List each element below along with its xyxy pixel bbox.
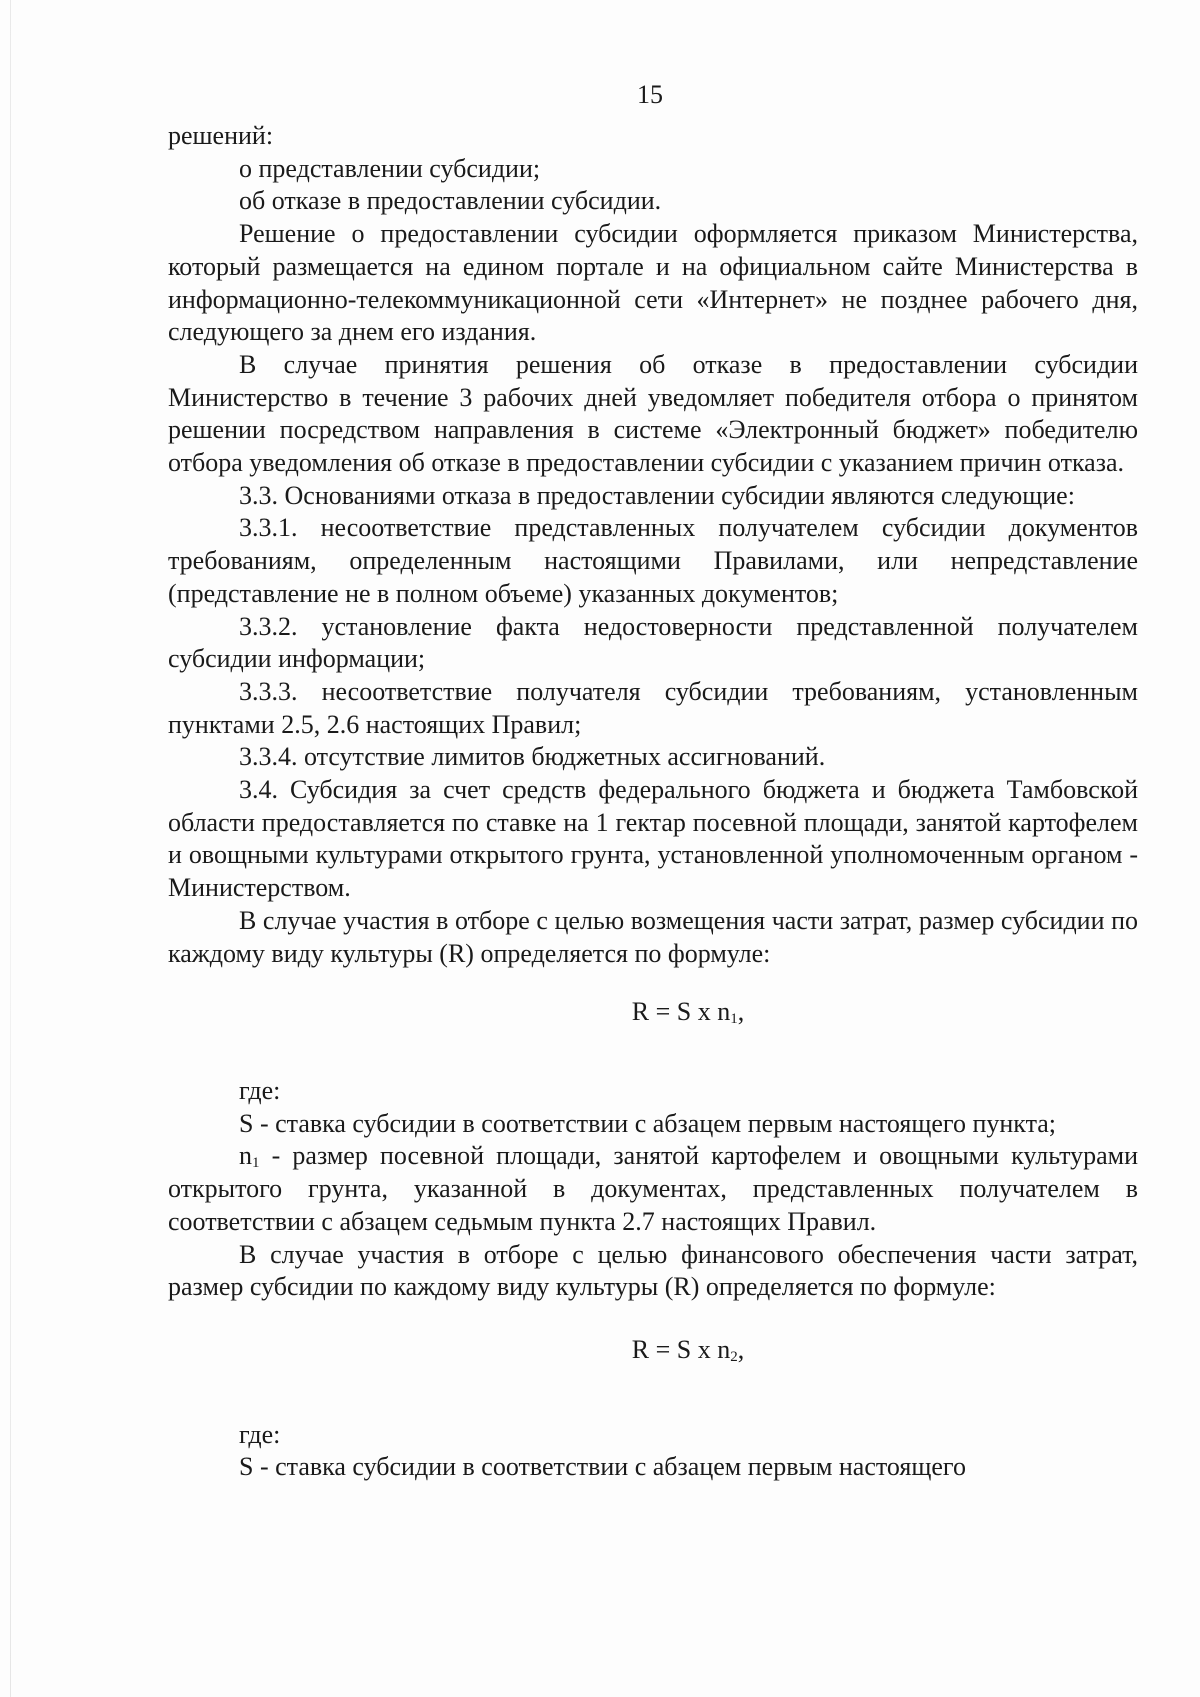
clause-3-3: 3.3. Основаниями отказа в предоставлении субсидии являются следующие:: [239, 480, 1075, 510]
formula-text: R = S x n: [631, 1334, 731, 1364]
definition-text: - размер посевной площади, занятой картофелем и овощными культурами открытого грунта, указанной в документах, представленных получателем в соответствии с абзацем седьмым пункта 2.7 настоящих Правил.: [168, 1141, 1138, 1236]
clause-3-3-2: 3.3.2. установление факта недостоверности представленной получателем субсидии информации;: [168, 611, 1138, 674]
definition-n1: [168, 1140, 1138, 1238]
paragraph: В случае участия в отборе с целью финансового обеспечения части затрат, размер субсидии по каждому виду культуры (R) определяется по формуле:: [168, 1239, 1138, 1302]
formula-2: [168, 1334, 1138, 1367]
paragraph: В случае принятия решения об отказе в предоставлении субсидии Министерство в течение 3 рабочих дней уведомляет победителя отбора о принятом решении посредством направления в системе «Электронный бюджет» победителю отбора уведомления об отказе в предоставлении субсидии с указанием причин отказа.: [168, 349, 1138, 478]
formula-subscript: 1: [730, 1011, 738, 1028]
paragraph: решений:: [168, 121, 274, 150]
paragraph: где:: [239, 1419, 281, 1449]
formula-tail: ,: [737, 1334, 745, 1364]
formula-1: [168, 996, 1138, 1029]
clause-3-3-4: 3.3.4. отсутствие лимитов бюджетных ассигнований.: [239, 742, 826, 772]
paragraph: В случае участия в отборе с целью возмещения части затрат, размер субсидии по каждому виду культуры (R) определяется по формуле:: [168, 905, 1138, 968]
document-body: [168, 120, 1138, 1484]
clause-3-4: 3.4. Субсидия за счет средств федерального бюджета и бюджета Тамбовской области предоставляется по ставке на 1 гектар посевной площади, занятой картофелем и овощными культурами открытого грунта, установленной уполномоченным органом - Министерством.: [168, 775, 1138, 903]
paragraph: о представлении субсидии;: [239, 153, 541, 183]
clause-3-3-3: 3.3.3. несоответствие получателя субсидии требованиям, установленным пунктами 2.5, 2.6 настоящих Правил;: [168, 676, 1138, 739]
definition-s: S - ставка субсидии в соответствии с абзацем первым настоящего: [239, 1452, 966, 1482]
page-number: 15: [637, 80, 663, 109]
variable-name: n: [239, 1141, 252, 1171]
variable-subscript: 1: [252, 1155, 260, 1172]
formula-subscript: 2: [730, 1348, 738, 1365]
paragraph: Решение о предоставлении субсидии оформляется приказом Министерства, который размещается на едином портале и на официальном сайте Министерства в информационно-телекоммуникационной сети «Интернет» не позднее рабочего дня, следующего за днем его издания.: [168, 219, 1138, 347]
formula-tail: ,: [737, 997, 745, 1027]
paragraph: об отказе в предоставлении субсидии.: [239, 186, 662, 216]
clause-3-3-1: 3.3.1. несоответствие представленных получателем субсидии документов требованиям, определенным настоящими Правилами, или непредставление (представление не в полном объеме) указанных документов;: [168, 513, 1138, 608]
paragraph: где:: [239, 1075, 281, 1105]
definition-s: S - ставка субсидии в соответствии с абзацем первым настоящего пункта;: [239, 1108, 1057, 1138]
formula-text: R = S x n: [631, 997, 731, 1027]
scan-edge: [10, 0, 11, 1697]
